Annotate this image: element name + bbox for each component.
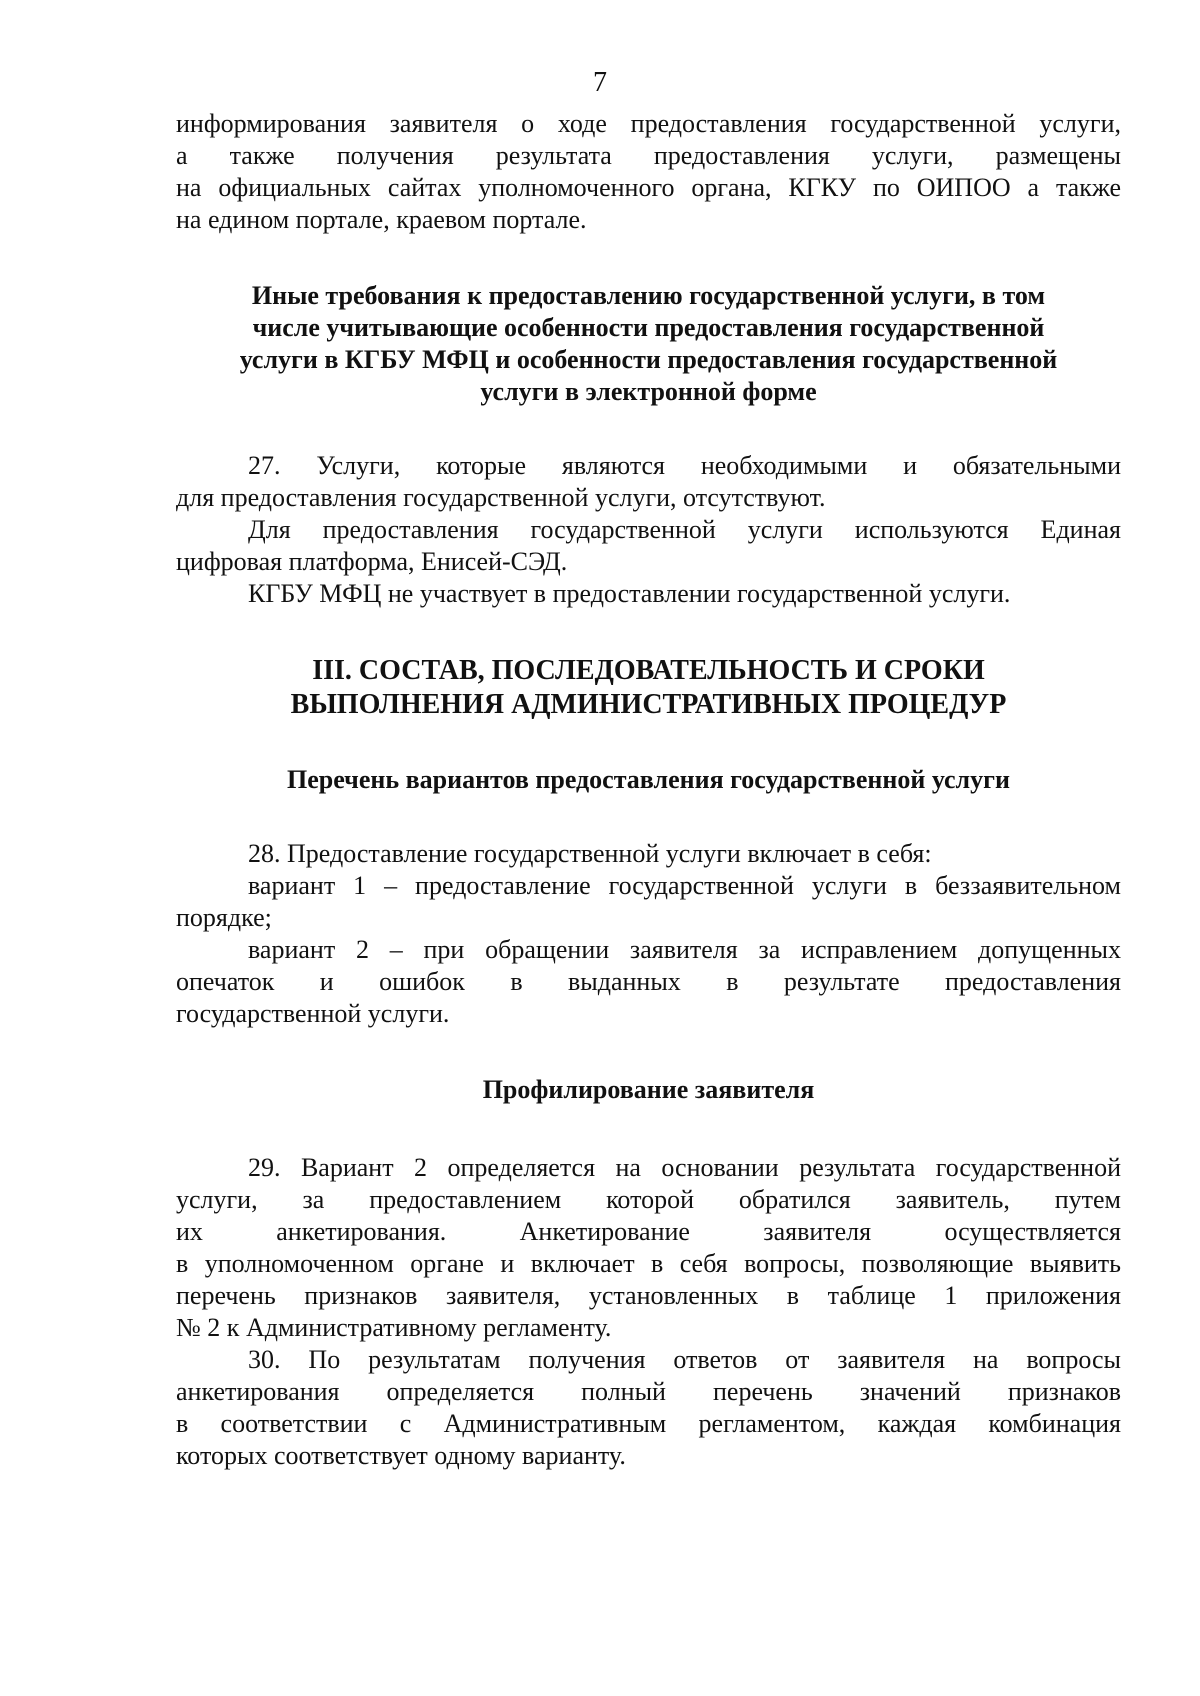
heading-profiling <box>176 1074 1121 1106</box>
paragraph-27 <box>176 450 1121 610</box>
text-line: а также получения результата предоставления услуги, размещены <box>176 141 1121 170</box>
document-body <box>176 108 1121 1472</box>
paragraph-28 <box>176 838 1121 1030</box>
text-line: цифровая платформа, Енисей-СЭД. <box>176 547 568 576</box>
text-line: государственной услуги. <box>176 999 450 1028</box>
text-line: 30. По результатам получения ответов от заявителя на вопросы <box>248 1345 1121 1374</box>
text-line: их анкетирования. Анкетирование заявителя осуществляется <box>176 1217 1121 1246</box>
section-title-line: ВЫПОЛНЕНИЯ АДМИНИСТРАТИВНЫХ ПРОЦЕДУР <box>290 689 1007 720</box>
text-line: опечаток и ошибок в выданных в результате предоставления <box>176 967 1121 996</box>
heading-line: Иные требования к предоставлению государственной услуги, в том <box>251 281 1046 310</box>
text-line: для предоставления государственной услуги, отсутствуют. <box>176 483 826 512</box>
text-line: в уполномоченном органе и включает в себя вопросы, позволяющие выявить <box>176 1249 1121 1278</box>
text-line: 27. Услуги, которые являются необходимыми и обязательными <box>248 451 1121 480</box>
text-line: информирования заявителя о ходе предоставления государственной услуги, <box>176 109 1121 138</box>
paragraph-30 <box>176 1344 1121 1472</box>
text-line: № 2 к Административному регламенту. <box>176 1313 612 1342</box>
text-line: которых соответствует одному варианту. <box>176 1441 626 1470</box>
text-line: 28. Предоставление государственной услуги включает в себя: <box>248 839 932 868</box>
text-line: перечень признаков заявителя, установленных в таблице 1 приложения <box>176 1281 1121 1310</box>
text-line: 29. Вариант 2 определяется на основании результата государственной <box>248 1153 1121 1182</box>
section-3-title <box>176 654 1121 722</box>
text-line: вариант 1 – предоставление государственной услуги в беззаявительном <box>248 871 1121 900</box>
page-number: 7 <box>593 67 607 98</box>
heading-variants <box>176 764 1121 796</box>
text-line: КГБУ МФЦ не участвует в предоставлении государственной услуги. <box>248 579 1011 608</box>
section-title-line: III. СОСТАВ, ПОСЛЕДОВАТЕЛЬНОСТЬ И СРОКИ <box>312 655 985 686</box>
paragraph-29 <box>176 1152 1121 1344</box>
text-line: на официальных сайтах уполномоченного органа, КГКУ по ОИПОО а также <box>176 173 1121 202</box>
text-line: в соответствии с Административным регламентом, каждая комбинация <box>176 1409 1121 1438</box>
heading-line: услуги в КГБУ МФЦ и особенности предоставления государственной <box>239 345 1058 374</box>
text-line: на едином портале, краевом портале. <box>176 205 587 234</box>
intro-paragraph <box>176 108 1121 236</box>
text-line: анкетирования определяется полный перечень значений признаков <box>176 1377 1121 1406</box>
text-line: порядке; <box>176 903 272 932</box>
text-line: Для предоставления государственной услуги используются Единая <box>248 515 1121 544</box>
text-line: вариант 2 – при обращении заявителя за исправлением допущенных <box>248 935 1121 964</box>
heading-line: числе учитывающие особенности предоставления государственной <box>252 313 1045 342</box>
text-line: услуги, за предоставлением которой обратился заявитель, путем <box>176 1185 1121 1214</box>
heading-line: услуги в электронной форме <box>480 377 817 406</box>
heading-other-requirements <box>176 280 1121 408</box>
heading-line: Перечень вариантов предоставления государственной услуги <box>287 765 1010 794</box>
heading-line: Профилирование заявителя <box>482 1075 815 1104</box>
